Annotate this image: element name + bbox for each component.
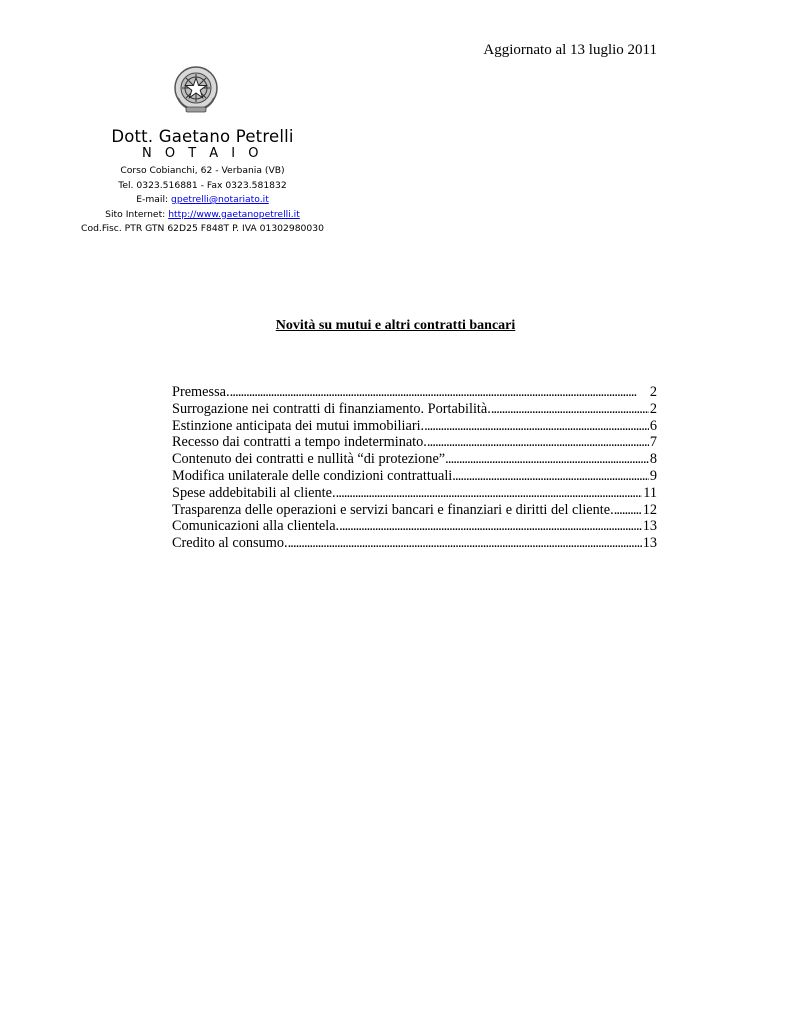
toc-entry-page: 6 (649, 417, 657, 434)
toc-entry-label: Spese addebitabili al cliente. (172, 484, 336, 501)
notary-fiscal-codes: Cod.Fisc. PTR GTN 62D25 F848T P. IVA 01302980030 (81, 223, 324, 234)
toc-entry[interactable] (172, 451, 657, 468)
toc-entry-page: 8 (649, 451, 657, 468)
toc-entry-page: 2 (649, 384, 657, 400)
toc-entry[interactable] (172, 535, 657, 552)
toc-leader-dots (452, 468, 649, 485)
toc-entry[interactable] (172, 434, 657, 451)
toc-entry-label: Surrogazione nei contratti di finanziamento. Portabilità. (172, 400, 491, 417)
notary-title: N O T A I O (141, 146, 264, 161)
toc-entry[interactable] (172, 485, 657, 502)
website-link[interactable]: http://www.gaetanopetrelli.it (168, 208, 300, 220)
toc-entry-page: 7 (649, 434, 657, 451)
toc-entry-page: 9 (649, 467, 657, 484)
email-link[interactable]: gpetrelli@notariato.it (171, 194, 269, 205)
email-label: E-mail: (136, 194, 172, 205)
toc-entry-page: 13 (642, 535, 657, 552)
toc-entry-page: 2 (649, 400, 657, 417)
toc-entry-label: Premessa. (172, 384, 230, 400)
toc-entry[interactable] (172, 418, 657, 435)
toc-entry[interactable] (172, 518, 657, 535)
toc-leader-dots (424, 418, 649, 435)
toc-leader-dots (445, 451, 649, 468)
document-title: Novità su mutui e altri contratti bancari (275, 318, 516, 333)
toc-entry-label: Contenuto dei contratti e nullità “di protezione” (172, 451, 446, 468)
toc-entry-label: Comunicazioni alla clientela. (172, 518, 340, 535)
toc-entry-label: Recesso dai contratti a tempo indeterminato. (172, 434, 427, 451)
notary-phone-fax: Tel. 0323.516881 - Fax 0323.581832 (118, 179, 287, 191)
notary-name: Dott. Gaetano Petrelli (111, 127, 294, 146)
notary-address: Corso Cobianchi, 62 - Verbania (VB) (120, 165, 285, 176)
toc-entry[interactable] (172, 502, 657, 519)
italian-republic-emblem-icon (172, 64, 220, 114)
updated-date: Aggiornato al 13 luglio 2011 (483, 42, 657, 58)
toc-leader-dots (288, 535, 642, 552)
toc-leader-dots (614, 502, 642, 519)
toc-leader-dots (230, 384, 649, 401)
letterhead (40, 128, 365, 237)
toc-entry[interactable] (172, 384, 657, 401)
toc-entry-page: 11 (643, 484, 657, 501)
toc-entry-page: 13 (642, 518, 657, 535)
toc-entry-label: Trasparenza delle operazioni e servizi bancari e finanziari e diritti del cliente. (172, 501, 614, 518)
notary-email-line (40, 193, 365, 208)
toc-entry-label: Estinzione anticipata dei mutui immobiliari. (172, 417, 425, 434)
toc-entry-label: Credito al consumo. (172, 535, 288, 552)
toc-leader-dots (427, 434, 649, 451)
toc-leader-dots (491, 401, 649, 418)
toc-leader-dots (339, 518, 642, 535)
toc-leader-dots (336, 485, 643, 502)
toc-entry-label: Modifica unilaterale delle condizioni contrattuali (172, 467, 453, 484)
website-label: Sito Internet: (105, 208, 169, 220)
notary-website-line (40, 208, 365, 223)
toc-entry[interactable] (172, 468, 657, 485)
toc-entry-page: 12 (642, 501, 657, 518)
toc-entry[interactable] (172, 401, 657, 418)
table-of-contents (172, 384, 657, 552)
